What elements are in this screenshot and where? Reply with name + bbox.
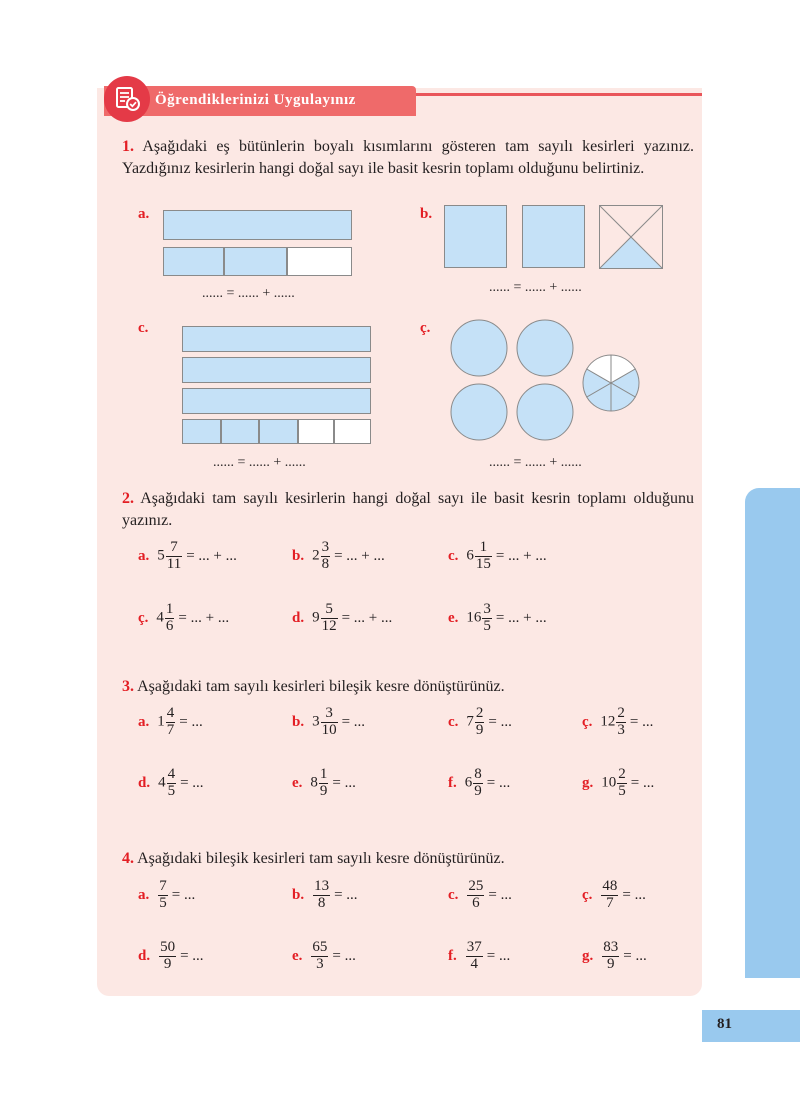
square-whole (444, 205, 507, 268)
whole-part: 3 (312, 713, 320, 730)
fraction (165, 602, 175, 635)
numerator: 50 (160, 939, 176, 955)
answer-blank: = ... + ... (341, 609, 393, 626)
answer-blank: = ... + ... (334, 547, 385, 564)
item-label: a. (138, 547, 150, 564)
answer-blank: = ... (179, 713, 203, 730)
question-number: 1. (122, 138, 134, 155)
numerator: 1 (319, 766, 328, 782)
item-label: c. (448, 886, 459, 903)
answer-blank: = ... (171, 886, 196, 903)
answer-line: ...... = ...... + ...... (202, 286, 295, 301)
denominator: 3 (617, 721, 625, 738)
page-number: 81 (717, 1016, 732, 1032)
item-label: ç. (582, 713, 593, 730)
answer-blank: = ... (180, 947, 204, 964)
answer-blank: = ... + ... (495, 547, 547, 564)
denominator: 9 (475, 721, 484, 738)
numerator: 65 (312, 939, 328, 955)
exercise-item (292, 540, 385, 573)
fraction (321, 706, 338, 739)
item-label: a. (138, 886, 150, 903)
exercise-item (448, 879, 512, 912)
whole-part: 4 (156, 609, 164, 626)
denominator: 8 (313, 895, 330, 912)
whole-part: 8 (310, 774, 318, 791)
answer-blank: = ... (341, 713, 366, 730)
numerator: 5 (325, 601, 333, 617)
numerator: 2 (618, 766, 626, 782)
answer-blank: = ... + ... (178, 609, 230, 626)
exercise-item (448, 706, 512, 739)
square-whole (522, 205, 585, 268)
denominator: 6 (467, 895, 484, 912)
numerator: 1 (165, 601, 174, 617)
whole-part: 9 (312, 609, 320, 626)
item-label: g. (582, 774, 594, 791)
denominator: 11 (166, 555, 182, 572)
numerator: 48 (602, 878, 618, 894)
denominator: 5 (618, 782, 626, 799)
exercise-item (138, 540, 237, 573)
item-label: ç. (582, 886, 593, 903)
question-text: Aşağıdaki tam sayılı kesirleri bileşik kesre dönüştürünüz. (137, 678, 505, 695)
item-label: e. (292, 947, 303, 964)
fraction (467, 879, 484, 912)
answer-line: ...... = ...... + ...... (489, 280, 582, 295)
denominator: 12 (321, 617, 337, 634)
numerator: 8 (474, 766, 482, 782)
exercise-item (138, 940, 204, 973)
answer-blank: = ... (486, 774, 511, 791)
question-1 (122, 136, 694, 180)
denominator: 4 (466, 956, 483, 973)
fraction (313, 879, 330, 912)
answer-blank: = ... (332, 774, 356, 791)
fraction (601, 879, 618, 912)
bar-part-shaded (163, 247, 224, 276)
denominator: 6 (165, 617, 174, 634)
numerator: 83 (603, 939, 619, 955)
answer-blank: = ... + ... (186, 547, 237, 564)
fraction (475, 540, 492, 573)
bar-part-empty (298, 419, 334, 444)
side-tab (745, 488, 800, 978)
item-label: e. (292, 774, 303, 791)
exercise-item (292, 602, 392, 635)
denominator: 9 (319, 782, 328, 799)
exercise-item (582, 767, 654, 800)
fraction (166, 706, 176, 739)
exercise-item (448, 940, 510, 973)
whole-part: 2 (312, 547, 320, 564)
square-quarter-shaded (599, 205, 663, 269)
answer-line: ...... = ...... + ...... (489, 455, 582, 470)
exercise-item (138, 767, 204, 800)
fraction (311, 940, 328, 973)
denominator: 5 (483, 617, 491, 634)
denominator: 7 (601, 895, 618, 912)
exercise-item (292, 879, 358, 912)
answer-blank: = ... (488, 886, 512, 903)
item-label: b. (292, 713, 305, 730)
question-3 (122, 676, 694, 698)
fraction (167, 767, 177, 800)
exercise-item (582, 940, 647, 973)
item-label: f. (448, 774, 457, 791)
whole-part: 12 (600, 713, 616, 730)
answer-blank: = ... (630, 774, 655, 791)
denominator: 9 (602, 956, 619, 973)
denominator: 9 (159, 956, 176, 973)
denominator: 5 (167, 782, 176, 799)
fraction (602, 940, 619, 973)
item-label: d. (138, 774, 151, 791)
answer-blank: = ... (180, 774, 204, 791)
numerator: 4 (166, 705, 175, 721)
denominator: 15 (475, 555, 491, 572)
item-label: c. (448, 713, 459, 730)
answer-blank: = ... (488, 713, 512, 730)
exercise-item (582, 879, 646, 912)
exercise-item (138, 706, 203, 739)
denominator: 9 (474, 782, 482, 799)
bar-part-shaded (259, 419, 298, 444)
exercise-item (292, 767, 356, 800)
numerator: 3 (483, 601, 491, 617)
bar-part-shaded (221, 419, 259, 444)
answer-blank: = ... (334, 886, 358, 903)
exercise-item (448, 540, 547, 573)
question-number: 3. (122, 678, 134, 695)
fraction (473, 767, 483, 800)
answer-line: ...... = ...... + ...... (213, 455, 306, 470)
denominator: 10 (321, 721, 337, 738)
bar-whole (182, 357, 371, 383)
header-rule (400, 93, 702, 96)
bar-part-shaded (182, 419, 221, 444)
section-title: Öğrendiklerinizi Uygulayınız (155, 92, 356, 108)
label-1a: a. (138, 206, 150, 222)
numerator: 2 (475, 705, 484, 721)
exercise-item (448, 767, 510, 800)
whole-part: 7 (466, 713, 474, 730)
exercise-item (448, 602, 547, 635)
answer-blank: = ... + ... (495, 609, 547, 626)
circles-figure (448, 318, 648, 444)
exercise-item (292, 706, 365, 739)
bar-whole (182, 326, 371, 352)
item-label: d. (138, 947, 151, 964)
question-text: Aşağıdaki tam sayılı kesirlerin hangi doğal sayı ile basit kesrin toplamı olduğunu yazınız. (122, 490, 694, 529)
bar-part-shaded (224, 247, 287, 276)
question-number: 2. (122, 490, 134, 507)
whole-part: 4 (158, 774, 166, 791)
answer-blank: = ... (623, 947, 647, 964)
fraction (321, 540, 331, 573)
item-label: f. (448, 947, 457, 964)
numerator: 7 (159, 878, 167, 894)
question-text: Aşağıdaki eş bütünlerin boyalı kısımlarını gösteren tam sayılı kesirleri yazınız. Yazdığınız kesirlerin hangi doğal sayı ile basit kesrin toplamı olduğunu belirtiniz. (122, 138, 694, 177)
numerator: 2 (617, 705, 625, 721)
item-label: b. (292, 886, 305, 903)
fraction (166, 540, 182, 573)
bar-whole (182, 388, 371, 414)
whole-part: 6 (464, 774, 473, 791)
fraction (616, 706, 626, 739)
fraction (475, 706, 485, 739)
denominator: 5 (159, 894, 167, 911)
item-label: e. (448, 609, 459, 626)
item-label: b. (292, 547, 305, 564)
fraction (482, 602, 492, 635)
whole-part: 5 (157, 547, 165, 564)
fraction (158, 879, 168, 912)
exercise-item (138, 602, 229, 635)
denominator: 8 (321, 555, 330, 572)
exercise-item (582, 706, 653, 739)
numerator: 7 (170, 539, 178, 555)
numerator: 3 (325, 705, 333, 721)
label-1c: c. (138, 320, 149, 336)
item-label: g. (582, 947, 594, 964)
answer-blank: = ... (629, 713, 654, 730)
checklist-icon (104, 76, 150, 122)
whole-part: 10 (601, 774, 617, 791)
exercise-item (292, 940, 356, 973)
circle-sixths (583, 355, 639, 411)
numerator: 13 (314, 878, 330, 894)
answer-blank: = ... (486, 947, 511, 964)
numerator: 37 (466, 939, 482, 955)
whole-part: 1 (157, 713, 165, 730)
question-text: Aşağıdaki bileşik kesirleri tam sayılı kesre dönüştürünüz. (137, 850, 505, 867)
fraction (319, 767, 329, 800)
answer-blank: = ... (622, 886, 646, 903)
fraction (466, 940, 483, 973)
bar-part-empty (287, 247, 352, 276)
denominator: 7 (166, 721, 175, 738)
fraction (159, 940, 176, 973)
label-1b: b. (420, 206, 433, 222)
numerator: 1 (479, 539, 488, 555)
numerator: 3 (321, 539, 330, 555)
whole-part: 6 (466, 547, 474, 564)
bar-part-empty (334, 419, 371, 444)
answer-blank: = ... (332, 947, 356, 964)
numerator: 25 (468, 878, 484, 894)
numerator: 4 (167, 766, 176, 782)
label-1d: ç. (420, 320, 431, 336)
whole-part: 16 (466, 609, 482, 626)
item-label: a. (138, 713, 150, 730)
question-number: 4. (122, 850, 134, 867)
denominator: 3 (311, 956, 328, 973)
question-4 (122, 848, 694, 870)
fraction (617, 767, 627, 800)
item-label: d. (292, 609, 305, 626)
item-label: ç. (138, 609, 149, 626)
exercise-item (138, 879, 195, 912)
question-2 (122, 488, 694, 532)
bar-whole (163, 210, 352, 240)
item-label: c. (448, 547, 459, 564)
fraction (321, 602, 338, 635)
